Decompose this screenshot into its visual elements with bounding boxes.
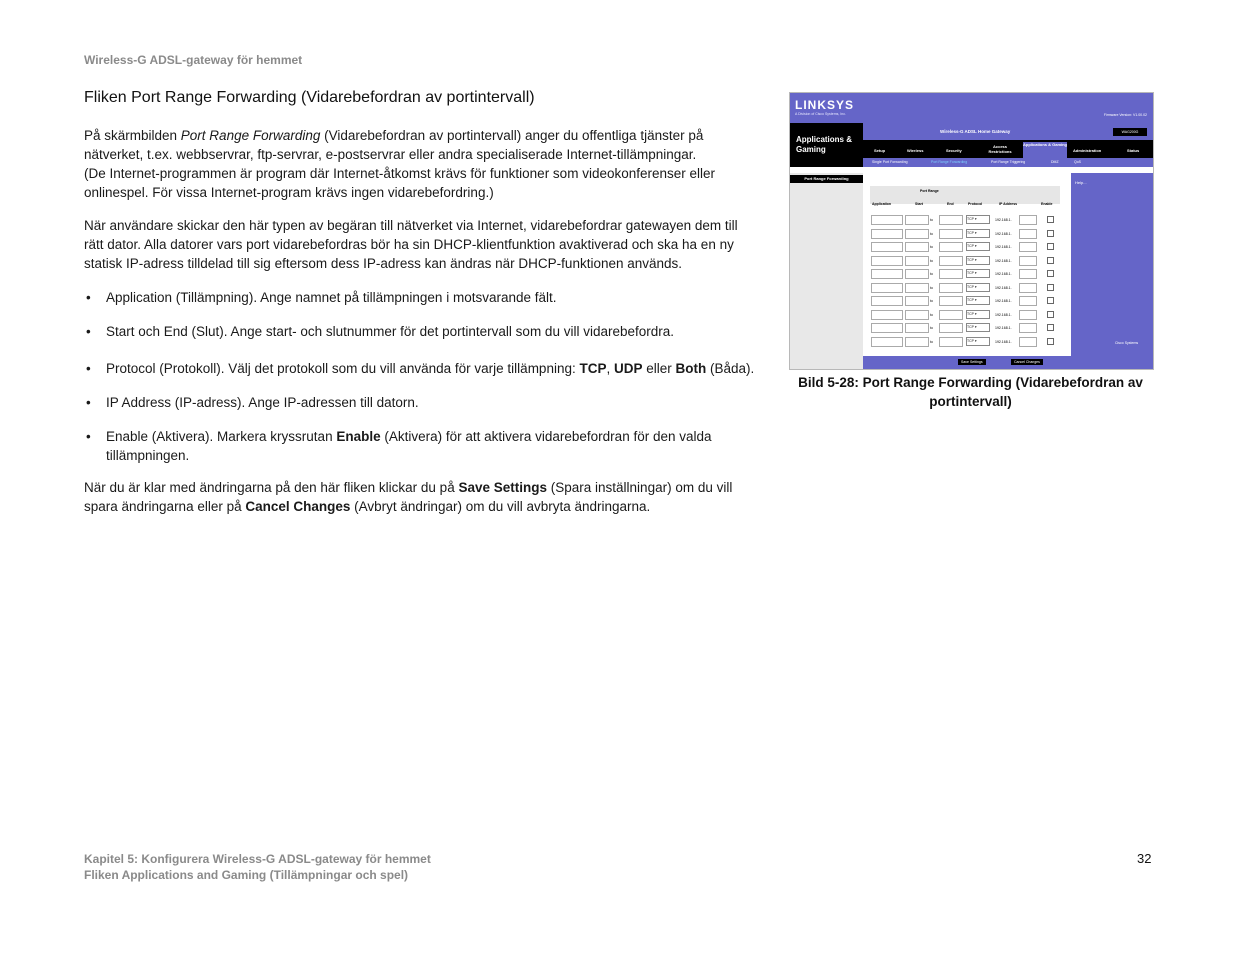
figure-caption: Bild 5-28: Port Range Forwarding (Vidarebefordran av portintervall) [798, 375, 1143, 409]
start-port-input[interactable] [905, 215, 929, 225]
tab-administration[interactable]: Administration [1073, 148, 1102, 153]
col-ip-address: IP Address [999, 202, 1018, 206]
end-port-input[interactable] [939, 337, 963, 347]
col-application: Application [872, 202, 892, 206]
enable-checkbox[interactable] [1047, 243, 1054, 250]
tab-security[interactable]: Security [946, 148, 962, 153]
ip-prefix: 192.168.1. [995, 231, 1012, 236]
application-input[interactable] [871, 242, 903, 252]
col-protocol: Protocol [968, 202, 983, 206]
ip-last-octet-input[interactable] [1019, 242, 1037, 252]
page-footer [84, 851, 431, 883]
ip-last-octet-input[interactable] [1019, 215, 1037, 225]
intro-emphasis: Port Range Forwarding [180, 128, 321, 143]
router-screenshot [789, 92, 1154, 370]
to-label: to [930, 299, 933, 303]
ip-prefix: 192.168.1. [995, 326, 1012, 330]
to-label: to [930, 272, 933, 276]
protocol-select[interactable]: TCP ▾ [966, 256, 990, 265]
subtab-dmz[interactable]: DMZ [1051, 160, 1059, 164]
tab-applications-gaming[interactable]: Applications & Gaming [1023, 142, 1067, 158]
table-header [870, 186, 1060, 204]
ip-last-octet-input[interactable] [1019, 296, 1037, 306]
enable-checkbox[interactable] [1047, 338, 1054, 345]
intro-text-c: (De Internet-programmen är program där Internet-åtkomst krävs för funktioner som videokonferenser eller onlinespel. För vissa Internet-program krävs ingen vidarebefordring.) [84, 166, 716, 200]
ip-last-octet-input[interactable] [1019, 283, 1037, 293]
forwarding-paragraph: När användare skickar den här typen av begäran till nätverket via Internet, vidarebefordrar gatewayen dem till rätt dator. Alla datorer vars port vidarebefordras bör ha sin DHCP-klientfunktion avaktiverad och ska ha en ny statisk IP-adress tilldelad till sig eftersom dess IP-adress kan ändras när DHCP-funktionen används. [84, 218, 738, 271]
linksys-logo: LINKSYS [795, 98, 855, 112]
application-input[interactable] [871, 323, 903, 333]
help-sidebar [1071, 173, 1153, 369]
enable-checkbox[interactable] [1047, 311, 1054, 318]
end-port-input[interactable] [939, 215, 963, 225]
ip-prefix: 192.168.1. [995, 258, 1012, 263]
end-port-input[interactable] [939, 229, 963, 239]
comma: , [606, 361, 614, 376]
protocol-select[interactable]: TCP ▾ [966, 215, 990, 224]
footer-section: Fliken Applications and Gaming (Tillämpningar och spel) [84, 868, 409, 882]
to-label: to [930, 245, 933, 249]
list-item-ip [84, 393, 764, 412]
udp-term: UDP [614, 361, 643, 376]
firmware-version: Firmware Version: V1.00.02 [1103, 113, 1147, 117]
application-input[interactable] [871, 337, 903, 347]
start-port-input[interactable] [905, 256, 929, 266]
ip-prefix: 192.168.1. [995, 339, 1012, 344]
section-title: Fliken Port Range Forwarding (Vidarebefordran av portintervall) [84, 89, 535, 106]
application-input[interactable] [871, 283, 903, 293]
to-label: to [930, 258, 933, 263]
enable-checkbox[interactable] [1047, 257, 1054, 264]
footer-chapter: Kapitel 5: Konfigurera Wireless-G ADSL-gateway för hemmet [84, 852, 431, 866]
cancel-changes-button[interactable]: Cancel Changes [1011, 359, 1043, 365]
start-port-input[interactable] [905, 337, 929, 347]
list-item-text: Enable (Aktivera). Markera kryssrutan [106, 429, 337, 444]
start-port-input[interactable] [905, 229, 929, 239]
save-text-c: (Avbryt ändringar) om du vill avbryta ändringarna. [350, 499, 651, 514]
product-name: Wireless-G ADSL Home Gateway [940, 129, 1011, 134]
ip-prefix: 192.168.1. [995, 245, 1012, 249]
ip-prefix: 192.168.1. [995, 312, 1012, 317]
end-port-input[interactable] [939, 323, 963, 333]
start-port-input[interactable] [905, 283, 929, 293]
start-port-input[interactable] [905, 310, 929, 320]
help-link[interactable]: Help... [1075, 180, 1087, 185]
end-port-input[interactable] [939, 310, 963, 320]
to-label: to [930, 339, 933, 344]
running-header: Wireless-G ADSL-gateway för hemmet [84, 53, 303, 67]
protocol-select[interactable]: TCP ▾ [966, 229, 990, 238]
enable-term: Enable [336, 429, 381, 444]
intro-paragraph [84, 126, 754, 202]
section-name: Applications & Gaming [796, 135, 853, 154]
tab-wireless[interactable]: Wireless [907, 148, 924, 153]
application-input[interactable] [871, 256, 903, 266]
port-range-heading: Port Range [920, 189, 939, 193]
col-enable: Enable [1041, 202, 1053, 206]
to-label: to [930, 218, 933, 222]
enable-checkbox[interactable] [1047, 216, 1054, 223]
application-input[interactable] [871, 296, 903, 306]
protocol-select[interactable]: TCP ▾ [966, 310, 990, 319]
application-input[interactable] [871, 229, 903, 239]
ip-prefix: 192.168.1. [995, 285, 1012, 290]
to-label: to [930, 312, 933, 317]
save-paragraph [84, 478, 754, 516]
model-badge: WAG200G [1113, 128, 1147, 136]
list-item-protocol [84, 359, 764, 378]
col-end: End [947, 202, 954, 206]
list-item-enable [84, 427, 764, 465]
enable-checkbox[interactable] [1047, 284, 1054, 291]
end-port-input[interactable] [939, 283, 963, 293]
list-item-end: (Båda). [706, 361, 755, 376]
to-label: to [930, 231, 933, 236]
start-port-input[interactable] [905, 323, 929, 333]
ip-last-octet-input[interactable] [1019, 269, 1037, 279]
ip-prefix: 192.168.1. [995, 218, 1012, 222]
list-item-end: (Aktivera) för att aktivera vidarebefordran för den valda tillämpningen. [106, 429, 712, 463]
protocol-select[interactable]: TCP ▾ [966, 323, 990, 332]
start-port-input[interactable] [905, 242, 929, 252]
cancel-changes-term: Cancel Changes [245, 499, 351, 514]
or-text: eller [642, 361, 676, 376]
left-sidebar [790, 173, 863, 369]
end-port-input[interactable] [939, 296, 963, 306]
application-input[interactable] [871, 269, 903, 279]
ip-prefix: 192.168.1. [995, 272, 1012, 276]
ip-last-octet-input[interactable] [1019, 337, 1037, 347]
save-settings-term: Save Settings [458, 480, 548, 495]
list-item-text: Protocol (Protokoll). Välj det protokoll som du vill använda för varje tillämpning: [106, 361, 580, 376]
intro-text-b: (Vidarebefordran av portintervall) anger du offentliga tjänster på nätverket, t.ex. webbservrar, ftp-servrar, e-postservrar eller andra specialiserade Internet-tillämpningar. [84, 128, 704, 162]
to-label: to [930, 326, 933, 330]
application-input[interactable] [871, 310, 903, 320]
list-item-text: Application (Tillämpning). Ange namnet på tillämpningen i motsvarande fält. [106, 290, 557, 305]
start-port-input[interactable] [905, 296, 929, 306]
enable-checkbox[interactable] [1047, 230, 1054, 237]
save-text-a: När du är klar med ändringarna på den här fliken klickar du på [84, 480, 459, 495]
protocol-select[interactable]: TCP ▾ [966, 283, 990, 292]
application-input[interactable] [871, 215, 903, 225]
sidebar-title: Port Range Forwarding [790, 175, 863, 183]
start-port-input[interactable] [905, 269, 929, 279]
enable-checkbox[interactable] [1047, 270, 1054, 277]
save-settings-button[interactable]: Save Settings [958, 359, 986, 365]
ip-last-octet-input[interactable] [1019, 256, 1037, 266]
ip-last-octet-input[interactable] [1019, 229, 1037, 239]
list-item-text: IP Address (IP-adress). Ange IP-adressen till datorn. [106, 395, 419, 410]
subtab-port-range-forwarding[interactable]: Port Range Forwarding [931, 160, 968, 164]
ip-prefix: 192.168.1. [995, 299, 1012, 303]
enable-checkbox[interactable] [1047, 297, 1054, 304]
enable-checkbox[interactable] [1047, 324, 1054, 331]
tab-status[interactable]: Status [1127, 148, 1140, 153]
tcp-term: TCP [579, 361, 607, 376]
end-port-input[interactable] [939, 242, 963, 252]
protocol-select[interactable]: TCP ▾ [966, 242, 990, 251]
page-number: 32 [1137, 851, 1152, 866]
protocol-select[interactable]: TCP ▾ [966, 269, 990, 278]
subtab-qos[interactable]: QoS [1074, 160, 1082, 164]
ip-last-octet-input[interactable] [1019, 310, 1037, 320]
list-item-application [84, 288, 764, 307]
list-item-text: Start och End (Slut). Ange start- och slutnummer för det portintervall som du vill vidarebefordra. [106, 324, 675, 339]
ip-last-octet-input[interactable] [1019, 323, 1037, 333]
intro-text-a: På skärmbilden [84, 128, 181, 143]
save-text-b: (Spara inställningar) om du vill spara ändringarna eller på [84, 480, 733, 514]
list-item-start-end [84, 322, 764, 341]
both-term: Both [675, 361, 707, 376]
protocol-select[interactable]: TCP ▾ [966, 296, 990, 305]
col-start: Start [915, 202, 923, 206]
subtab-port-range-triggering[interactable]: Port Range Triggering [991, 160, 1026, 164]
subtab-single-port[interactable]: Single Port Forwarding [872, 160, 908, 164]
tab-setup[interactable]: Setup [874, 148, 886, 153]
to-label: to [930, 285, 933, 290]
field-list [84, 288, 764, 480]
end-port-input[interactable] [939, 256, 963, 266]
end-port-input[interactable] [939, 269, 963, 279]
logo-subtitle: A Division of Cisco Systems, Inc. [795, 112, 846, 116]
cisco-logo: Cisco Systems [1115, 341, 1139, 345]
tab-access-restrictions[interactable]: Access Restrictions [988, 144, 1012, 154]
protocol-select[interactable]: TCP ▾ [966, 337, 990, 346]
